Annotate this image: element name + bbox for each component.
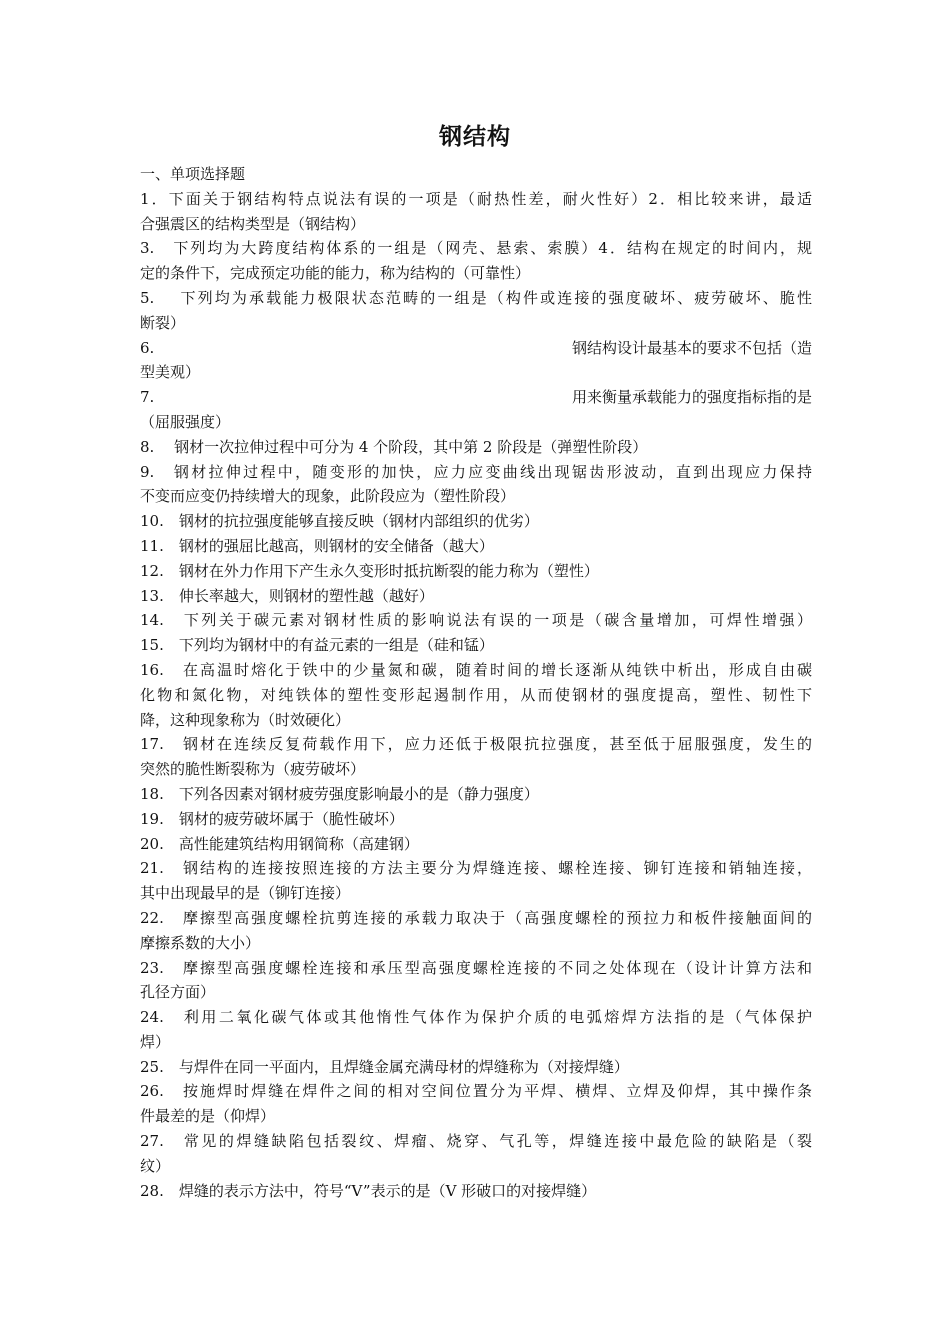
text-line: 21. 钢结构的连接按照连接的方法主要分为焊缝连接、螺栓连接、铆钉连接和销轴连接， [140, 859, 812, 878]
text-line: 摩擦系数的大小） [140, 933, 261, 952]
text-line: 10. 钢材的抗拉强度能够直接反映（钢材内部组织的优劣） [140, 512, 539, 531]
text-line: 16. 在高温时熔化于铁中的少量氮和碳，随着时间的增长逐渐从纯铁中析出，形成自由碳 [140, 660, 812, 679]
text-line: 17. 钢材在连续反复荷载作用下，应力还低于极限抗拉强度，甚至低于屈服强度，发生的 [140, 735, 812, 754]
text-line: 15. 下列均为钢材中的有益元素的一组是（硅和锰） [140, 636, 494, 655]
text-line: 件最差的是（仰焊） [140, 1107, 276, 1126]
text-line: 25. 与焊件在同一平面内，且焊缝金属充满母材的焊缝称为（对接焊缝） [140, 1057, 629, 1076]
text-line: 9. 钢材拉伸过程中，随变形的加快，应力应变曲线出现锯齿形波动，直到出现应力保持 [140, 462, 812, 481]
text-line: 11. 钢材的强屈比越高，则钢材的安全储备（越大） [140, 536, 494, 555]
question-6-line [140, 336, 812, 361]
question-7-text: 用来衡量承载能力的强度指标指的是 [571, 388, 812, 407]
text-line: 合强震区的结构类型是（钢结构） [140, 214, 366, 233]
text-line: 突然的脆性断裂称为（疲劳破坏） [140, 760, 366, 779]
text-line: 焊） [140, 1032, 171, 1051]
question-6-text: 钢结构设计最基本的要求不包括（造 [571, 338, 812, 357]
text-line: 孔径方面） [140, 983, 216, 1002]
text-line: 不变而应变仍持续增大的现象，此阶段应为（塑性阶段） [140, 487, 516, 506]
text-line: 纹） [140, 1156, 171, 1175]
text-line: 27. 常见的焊缝缺陷包括裂纹、焊瘤、烧穿、气孔等，焊缝连接中最危险的缺陷是（裂 [140, 1132, 812, 1151]
text-line: 13. 伸长率越大，则钢材的塑性越（越好） [140, 586, 434, 605]
text-line: 8. 钢材一次拉伸过程中可分为 4 个阶段，其中第 2 阶段是（弹塑性阶段） [140, 437, 648, 456]
text-line: 定的条件下，完成预定功能的能力，称为结构的（可靠性） [140, 264, 531, 283]
text-line: 降，这种现象称为（时效硬化） [140, 710, 351, 729]
document-body [140, 162, 812, 1203]
text-line: 26. 按施焊时焊缝在焊件之间的相对空间位置分为平焊、横焊、立焊及仰焊，其中操作条 [140, 1082, 812, 1101]
text-line: 18. 下列各因素对钢材疲劳强度影响最小的是（静力强度） [140, 784, 539, 803]
text-line: 其中出现最早的是（铆钉连接） [140, 884, 351, 903]
section-heading: 一、单项选择题 [140, 165, 246, 183]
text-line: 22. 摩擦型高强度螺栓抗剪连接的承载力取决于（高强度螺栓的预拉力和板件接触面间的 [140, 908, 812, 927]
text-line: （屈服强度） [140, 412, 231, 431]
text-line: 1．下面关于钢结构特点说法有误的一项是（耐热性差，耐火性好）2．相比较来讲，最适 [140, 189, 812, 208]
text-line: 3. 下列均为大跨度结构体系的一组是（网壳、悬索、索膜）4．结构在规定的时间内，规 [140, 239, 812, 258]
text-line: 19. 钢材的疲劳破坏属于（脆性破坏） [140, 809, 404, 828]
document-title: 钢结构 [439, 124, 511, 150]
text-line: 23. 摩擦型高强度螺栓连接和承压型高强度螺栓连接的不同之处体现在（设计计算方法和 [140, 958, 812, 977]
question-7-number: 7. [140, 388, 155, 407]
text-line: 28. 焊缝的表示方法中，符号“V”表示的是（V 形破口的对接焊缝） [140, 1181, 597, 1200]
text-line: 断裂） [140, 313, 186, 332]
text-line: 14. 下列关于碳元素对钢材性质的影响说法有误的一项是（碳含量增加，可焊性增强） [140, 611, 812, 630]
question-7-line [140, 385, 812, 410]
text-line: 12. 钢材在外力作用下产生永久变形时抵抗断裂的能力称为（塑性） [140, 561, 599, 580]
text-line: 24. 利用二氧化碳气体或其他惰性气体作为保护介质的电弧熔焊方法指的是（气体保护 [140, 1008, 812, 1027]
text-line: 型美观） [140, 363, 201, 382]
text-line: 化物和氮化物，对纯铁体的塑性变形起遏制作用，从而使钢材的强度提高，塑性、韧性下 [140, 685, 812, 704]
text-line: 20. 高性能建筑结构用钢简称（高建钢） [140, 834, 419, 853]
question-6-number: 6. [140, 338, 155, 357]
text-line: 5. 下列均为承载能力极限状态范畴的一组是（构件或连接的强度破坏、疲劳破坏、脆性 [140, 288, 812, 307]
